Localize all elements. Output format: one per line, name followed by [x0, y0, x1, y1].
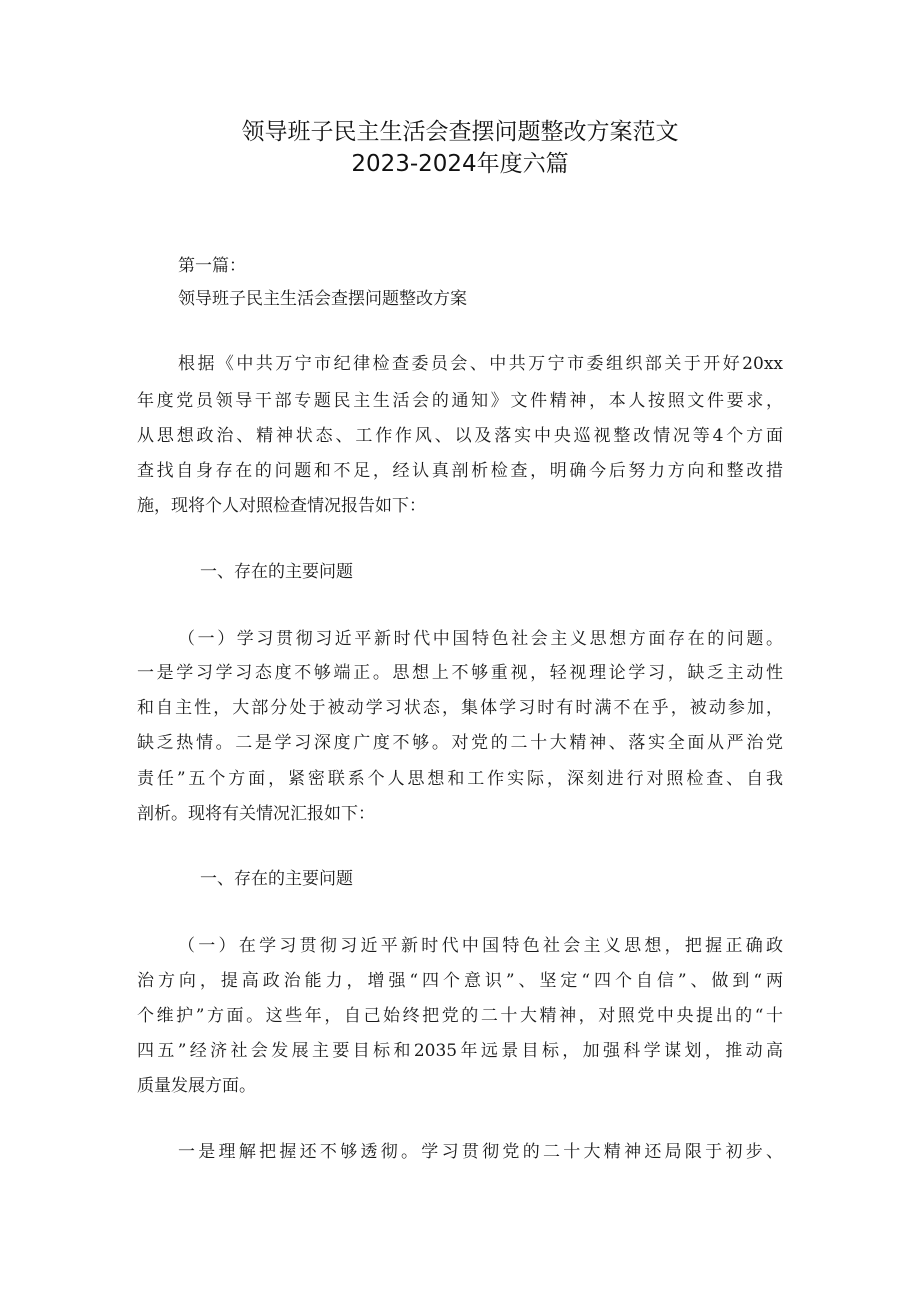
- part-title: 领导班子民主生活会查摆问题整改方案: [178, 289, 467, 309]
- section2-paragraph-line: 个维护”方面。这些年，自己始终把党的二十大精神，对照党中央提出的“十: [137, 1006, 783, 1026]
- intro-paragraph-line: 查找自身存在的问题和不足，经认真剖析检查，明确今后努力方向和整改措: [137, 461, 783, 481]
- section-heading: 一、存在的主要问题: [200, 562, 353, 582]
- section1-paragraph-line: 和自主性，大部分处于被动学习状态，集体学习时有时满不在乎，被动参加，: [137, 698, 783, 718]
- part-label: 第一篇：: [178, 256, 246, 276]
- section2-paragraph-line: 质量发展方面。: [137, 1076, 256, 1096]
- body-paragraph-line: 一是理解把握还不够透彻。学习贯彻党的二十大精神还局限于初步、: [178, 1142, 783, 1162]
- intro-paragraph-line: 根据《中共万宁市纪律检查委员会、中共万宁市委组织部关于开好20xx: [178, 354, 783, 374]
- section2-paragraph-line: 四五”经济社会发展主要目标和2035年远景目标，加强科学谋划，推动高: [137, 1041, 783, 1061]
- section1-paragraph-line: （一）学习贯彻习近平新时代中国特色社会主义思想方面存在的问题。: [178, 629, 783, 649]
- section1-paragraph-line: 一是学习学习态度不够端正。思想上不够重视，轻视理论学习，缺乏主动性: [137, 663, 783, 683]
- section-heading: 一、存在的主要问题: [200, 869, 353, 889]
- section1-paragraph-line: 剖析。现将有关情况汇报如下：: [137, 804, 375, 824]
- section2-paragraph-line: （一）在学习贯彻习近平新时代中国特色社会主义思想，把握正确政: [178, 936, 783, 956]
- document-title-line2: 2023-2024年度六篇: [351, 151, 569, 177]
- section1-paragraph-line: 责任”五个方面，紧密联系个人思想和工作实际，深刻进行对照检查、自我: [137, 769, 783, 789]
- intro-paragraph-line: 施，现将个人对照检查情况报告如下：: [137, 496, 426, 516]
- intro-paragraph-line: 年度党员领导干部专题民主生活会的通知》文件精神，本人按照文件要求，: [137, 391, 783, 411]
- section1-paragraph-line: 缺乏热情。二是学习深度广度不够。对党的二十大精神、落实全面从严治党: [137, 733, 783, 753]
- document-title-line1: 领导班子民主生活会查摆问题整改方案范文: [241, 119, 679, 145]
- intro-paragraph-line: 从思想政治、精神状态、工作作风、以及落实中央巡视整改情况等4个方面: [137, 426, 783, 446]
- section2-paragraph-line: 治方向，提高政治能力，增强“四个意识”、坚定“四个自信”、做到“两: [137, 971, 783, 991]
